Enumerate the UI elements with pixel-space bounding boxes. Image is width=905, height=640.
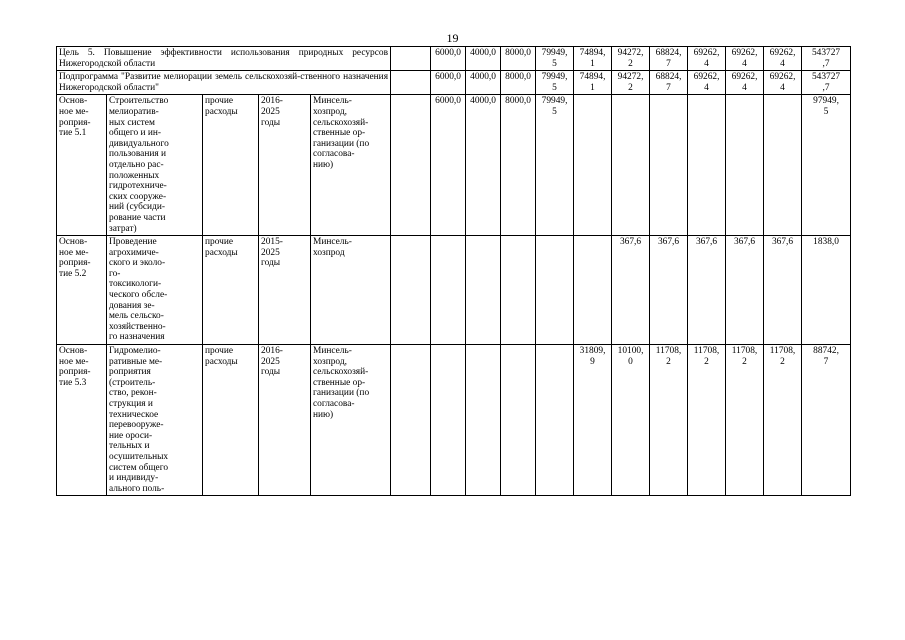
period: 2016- 2025 годы [259,95,311,236]
activity-row [57,95,851,236]
section-title: Цель 5. Повышение эффективности использования природных ресурсов Нижегородской области [57,47,391,71]
value-cell: 367,6 [650,236,688,345]
value-cell: 11708, 2 [764,345,802,496]
page-number: 19 [446,31,459,45]
value-cell: 69262, 4 [726,71,764,95]
value-cell [466,236,501,345]
value-cell: 367,6 [612,236,650,345]
value-cell: 11708, 2 [688,345,726,496]
activity-code: Основ- ное ме- роприя- тие 5.1 [57,95,107,236]
value-cell: 74894, 1 [574,71,612,95]
value-cell: 74894, 1 [574,47,612,71]
value-cell: 79949, 5 [536,71,574,95]
value-cell: 68824, 7 [650,71,688,95]
value-cell: 367,6 [688,236,726,345]
value-cell [466,345,501,496]
period: 2016- 2025 годы [259,345,311,496]
value-cell: 367,6 [726,236,764,345]
value-cell: 8000,0 [501,71,536,95]
value-cell [391,236,431,345]
value-cell: 4000,0 [466,47,501,71]
activity-code: Основ- ное ме- роприя- тие 5.2 [57,236,107,345]
value-cell: 69262, 4 [688,47,726,71]
value-cell: 11708, 2 [726,345,764,496]
value-cell: 79949, 5 [536,47,574,71]
value-cell [431,236,466,345]
value-cell: 8000,0 [501,95,536,236]
section-row [57,71,851,95]
budget-table [56,46,851,496]
executor: Минсель- хозпрод [311,236,391,345]
activity-name: Строительство мелиоратив- ных систем общего и ин- дивидуального пользования и отдельно рас- положенных гидротехниче- ских сооруже- ний (субсиди- рование части затрат) [107,95,203,236]
value-cell: 94272, 2 [612,47,650,71]
value-cell [726,95,764,236]
activity-row [57,345,851,496]
value-cell [501,236,536,345]
value-cell [536,345,574,496]
value-cell [391,345,431,496]
section-title: Подпрограмма "Развитие мелиорации земель сельскохозяй-ственного назначения Нижегородской области" [57,71,391,95]
activity-code: Основ- ное ме- роприя- тие 5.3 [57,345,107,496]
value-cell: 69262, 4 [764,71,802,95]
expense-category: прочие расходы [203,345,259,496]
value-cell: 543727 ,7 [802,47,851,71]
value-cell: 94272, 2 [612,71,650,95]
activity-row [57,236,851,345]
value-cell [536,236,574,345]
value-cell [612,95,650,236]
section-row [57,47,851,71]
value-cell [391,95,431,236]
value-cell: 367,6 [764,236,802,345]
value-cell: 68824, 7 [650,47,688,71]
value-cell [764,95,802,236]
value-cell [574,236,612,345]
value-cell [650,95,688,236]
value-cell: 543727 ,7 [802,71,851,95]
value-cell: 31809, 9 [574,345,612,496]
value-cell: 4000,0 [466,95,501,236]
value-cell: 11708, 2 [650,345,688,496]
value-cell: 69262, 4 [764,47,802,71]
value-cell: 88742, 7 [802,345,851,496]
value-cell: 97949, 5 [802,95,851,236]
value-cell: 6000,0 [431,47,466,71]
value-cell [501,345,536,496]
activity-name: Гидромелио- ративные ме- роприятия (строитель- ство, рекон- струкция и техническое перевооруже- ние ороси- тельных и осушительных систем общего и индивиду- ального поль- [107,345,203,496]
value-cell [688,95,726,236]
value-cell: 69262, 4 [688,71,726,95]
value-cell [391,71,431,95]
value-cell: 4000,0 [466,71,501,95]
executor: Минсель- хозпрод, сельскохозяй- ственные ор- ганизации (по согласова- нию) [311,345,391,496]
value-cell [574,95,612,236]
period: 2015- 2025 годы [259,236,311,345]
activity-name: Проведение агрохимиче- ского и эколо- го- токсикологи- ческого обсле- дования зе- мель сельско- хозяйственно- го назначения [107,236,203,345]
expense-category: прочие расходы [203,236,259,345]
expense-category: прочие расходы [203,95,259,236]
value-cell [431,345,466,496]
value-cell: 8000,0 [501,47,536,71]
value-cell: 79949, 5 [536,95,574,236]
value-cell [391,47,431,71]
executor: Минсель- хозпрод, сельскохозяй- ственные ор- ганизации (по согласова- нию) [311,95,391,236]
value-cell: 69262, 4 [726,47,764,71]
value-cell: 10100, 0 [612,345,650,496]
value-cell: 6000,0 [431,71,466,95]
value-cell: 6000,0 [431,95,466,236]
value-cell: 1838,0 [802,236,851,345]
